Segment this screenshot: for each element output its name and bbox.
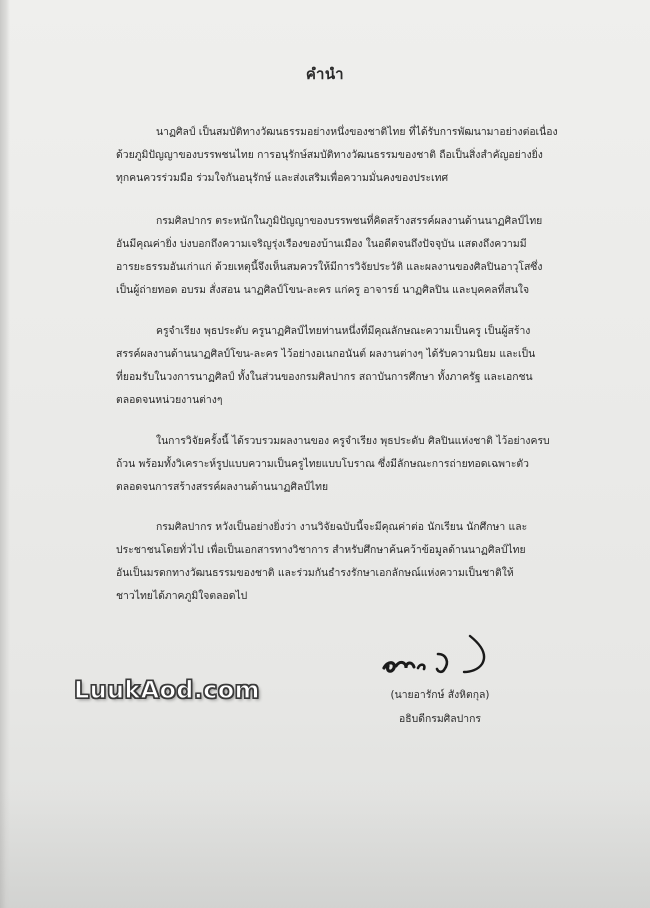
paragraph-3 xyxy=(116,320,566,412)
paragraph-line: สรรค์ผลงานด้านนาฏศิลป์โขน-ละคร ไว้อย่างอเนกอนันต์ ผลงานต่างๆ ได้รับความนิยม และเป็น xyxy=(116,348,536,360)
page-edge-shadow xyxy=(0,0,10,908)
paragraph-line: ด้วยภูมิปัญญาของบรรพชนไทย การอนุรักษ์สมบัติทางวัฒนธรรมของชาติ ถือเป็นสิ่งสำคัญอย่างยิ่ง xyxy=(116,149,543,161)
paragraph-line: ที่ยอมรับในวงการนาฏศิลป์ ทั้งในส่วนของกรมศิลปากร สถาบันการศึกษา ทั้งภาครัฐ และเอกชน xyxy=(116,371,533,383)
signatory-name: (นายอารักษ์ สังหิตกุล) xyxy=(390,689,490,701)
paragraph-line: กรมศิลปากร ตระหนักในภูมิปัญญาของบรรพชนที่คิดสร้างสรรค์ผลงานด้านนาฏศิลป์ไทย xyxy=(156,215,543,227)
paragraph-2 xyxy=(116,210,566,302)
paragraph-line: อันเป็นมรดกทางวัฒนธรรมของชาติ และร่วมกันธำรงรักษาเอกลักษณ์แห่งความเป็นชาติให้ xyxy=(116,567,514,579)
watermark-text: LuukAod.com xyxy=(74,676,260,704)
paragraph-line: ตลอดจนการสร้างสรรค์ผลงานด้านนาฏศิลป์ไทย xyxy=(116,481,329,493)
paragraph-line: เป็นผู้ถ่ายทอด อบรม สั่งสอน นาฏศิลป์โขน-ละคร แก่ครู อาจารย์ นาฏศิลปิน และบุคคลที่สนใจ xyxy=(116,284,530,296)
handwritten-signature xyxy=(378,632,498,682)
paragraph-line: ครูจำเรียง พุธประดับ ครูนาฏศิลป์ไทยท่านหนึ่งที่มีคุณลักษณะความเป็นครู เป็นผู้สร้าง xyxy=(156,325,531,337)
paragraph-line: กรมศิลปากร หวังเป็นอย่างยิ่งว่า งานวิจัยฉบับนี้จะมีคุณค่าต่อ นักเรียน นักศึกษา และ xyxy=(156,521,528,533)
paragraph-line: อารยะธรรมอันเก่าแก่ ด้วยเหตุนี้จึงเห็นสมควรให้มีการวิจัยประวัติ และผลงานของศิลปินอาวุโสซึ่ง xyxy=(116,261,543,273)
paragraph-line: ในการวิจัยครั้งนี้ ได้รวบรวมผลงานของ ครูจำเรียง พุธประดับ ศิลปินแห่งชาติ ไว้อย่างครบ xyxy=(156,435,550,447)
paragraph-line: ถ้วน พร้อมทั้งวิเคราะห์รูปแบบความเป็นครูไทยแบบโบราณ ซึ่งมีลักษณะการถ่ายทอดเฉพาะตัว xyxy=(116,458,529,470)
paragraph-4 xyxy=(116,430,566,499)
paragraph-line: อันมีคุณค่ายิ่ง บ่งบอกถึงความเจริญรุ่งเรืองของบ้านเมือง ในอดีตจนถึงปัจจุบัน แสดงถึงความมี xyxy=(116,238,527,250)
page-title: คำนำ xyxy=(305,65,345,83)
paragraph-line: นาฏศิลป์ เป็นสมบัติทางวัฒนธรรมอย่างหนึ่งของชาติไทย ที่ได้รับการพัฒนามาอย่างต่อเนื่อง xyxy=(156,126,558,138)
paragraph-line: ทุกคนควรร่วมมือ ร่วมใจกันอนุรักษ์ และส่งเสริมเพื่อความมั่นคงของประเทศ xyxy=(116,172,449,184)
paragraph-line: ตลอดจนหน่วยงานต่างๆ xyxy=(116,394,223,406)
paragraph-line: ประชาชนโดยทั่วไป เพื่อเป็นเอกสารทางวิชาการ สำหรับศึกษาค้นคว้าข้อมูลด้านนาฏศิลป์ไทย xyxy=(116,544,526,556)
paragraph-1 xyxy=(116,121,566,190)
page-bottom-shade xyxy=(0,788,650,908)
paragraph-line: ชาวไทยได้ภาคภูมิใจตลอดไป xyxy=(116,590,248,602)
signatory-position: อธิบดีกรมศิลปากร xyxy=(399,713,481,725)
paragraph-5 xyxy=(116,516,566,608)
